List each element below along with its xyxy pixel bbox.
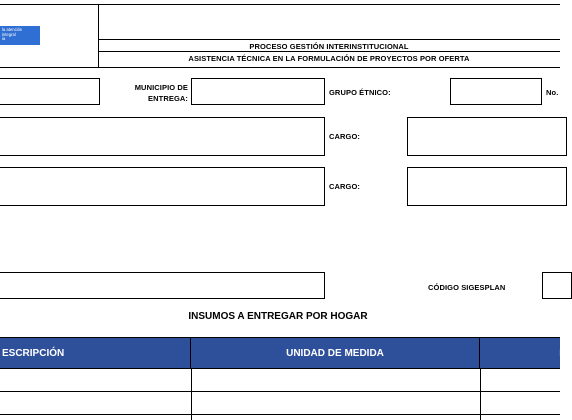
table-cell[interactable] xyxy=(0,369,192,392)
name-input-1[interactable] xyxy=(0,117,325,156)
table-cell[interactable] xyxy=(192,415,481,420)
header-top-border xyxy=(0,4,560,5)
section-title: INSUMOS A ENTREGAR POR HOGAR xyxy=(188,311,368,322)
cargo-label-2: CARGO: xyxy=(329,182,361,191)
name-input-2[interactable] xyxy=(0,167,325,206)
header-bottom-border xyxy=(0,67,560,68)
grupo-etnico-label: GRUPO ÉTNICO: xyxy=(329,88,391,97)
col-header-unidad: UNIDAD DE MEDIDA xyxy=(191,338,480,368)
codigo-sigesplan-label: CÓDIGO SIGESPLAN xyxy=(428,283,506,292)
table-cell[interactable] xyxy=(481,369,560,392)
form-title: ASISTENCIA TÉCNICA EN LA FORMULACIÓN DE PROYECTOS POR OFERTA xyxy=(188,54,470,63)
agency-logo xyxy=(0,26,40,45)
no-label: No. xyxy=(546,88,559,97)
cargo-input-1[interactable] xyxy=(407,117,567,156)
header-rule-2 xyxy=(98,51,560,52)
municipio-label: MUNICIPIO DE ENTREGA: xyxy=(134,83,188,103)
project-input[interactable] xyxy=(0,272,325,299)
codigo-sigesplan-input[interactable] xyxy=(542,272,572,299)
header-rule-1 xyxy=(98,39,560,40)
col-header-descripcion: ESCRIPCIÓN xyxy=(0,338,191,368)
col-header-third: I xyxy=(480,338,560,368)
logo-text: la atención integral ia xyxy=(2,27,23,42)
municipio-input[interactable] xyxy=(191,78,325,105)
table-cell[interactable] xyxy=(192,369,481,392)
table-cell[interactable] xyxy=(192,392,481,415)
cargo-label-1: CARGO: xyxy=(329,132,361,141)
field-left-input[interactable] xyxy=(0,78,100,105)
table-cell[interactable] xyxy=(0,392,192,415)
table-cell[interactable] xyxy=(481,392,560,415)
grupo-etnico-input[interactable] xyxy=(450,78,542,105)
table-cell[interactable] xyxy=(0,415,192,420)
process-title: PROCESO GESTIÓN INTERINSTITUCIONAL xyxy=(249,42,409,51)
cargo-input-2[interactable] xyxy=(407,167,567,206)
